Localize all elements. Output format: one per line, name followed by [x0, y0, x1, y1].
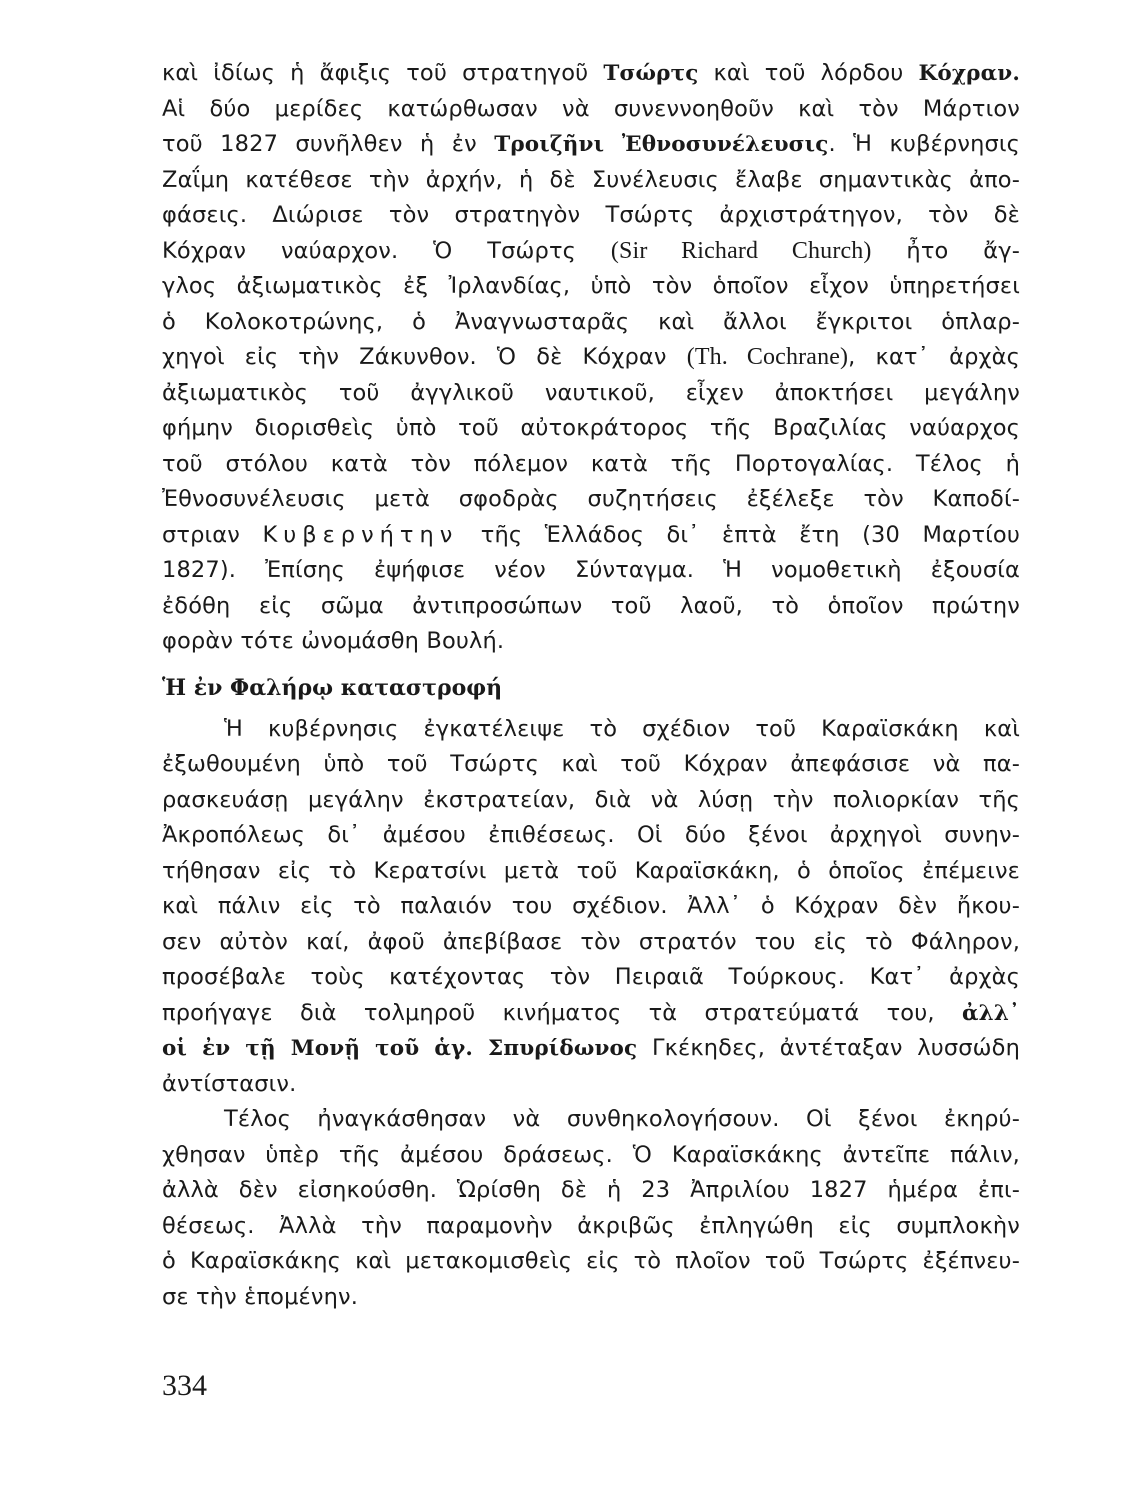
latin-name-cochrane: (Th. Cochrane) [686, 344, 849, 370]
paragraph-3 [162, 1102, 1020, 1315]
text-line: ὁ Καραϊσκάκης καὶ μετακομισθεὶς εἰς τὸ πλοῖον τοῦ Τσώρτς ἐξέπνευ- [162, 1248, 1020, 1274]
text-line: τοῦ 1827 συνῆλθεν ἡ ἐν Τροιζῆνι Ἐθνοσυνέλευσις. Ἡ κυβέρνησις [162, 131, 1021, 157]
text-line: ἀντίστασιν. [162, 1070, 297, 1097]
text-line: χηγοὶ εἰς τὴν Ζάκυνθον. Ὁ δὲ Κόχραν (Th. Cochrane), κατ᾽ ἀρχὰς [162, 344, 1020, 370]
text-line: ρασκευάσῃ μεγάλην ἐκστρατείαν, διὰ νὰ λύσῃ τὴν πολιορκίαν τῆς [162, 786, 1020, 813]
section-heading: Ἡ ἐν Φαλήρῳ καταστροφή [162, 674, 503, 701]
text-line: ἀξιωματικὸς τοῦ ἀγγλικοῦ ναυτικοῦ, εἶχεν ἀποκτήσει μεγάλην [162, 379, 1020, 406]
page-body [162, 56, 1020, 1315]
text-line: Κόχραν ναύαρχον. Ὁ Τσώρτς (Sir Richard Church) ἦτο ἄγ- [162, 237, 1020, 264]
text-line: προσέβαλε τοὺς κατέχοντας τὸν Πειραιᾶ Τούρκους. Κατ᾽ ἀρχὰς [162, 964, 1020, 990]
text-line: οἱ ἐν τῇ Μονῇ τοῦ ἁγ. Σπυρίδωνος Γκέκηδες, ἀντέταξαν λυσσώδη [162, 1035, 1020, 1061]
text-line: Ἐθνοσυνέλευσις μετὰ σφοδρὰς συζητήσεις ἐξέλεξε τὸν Καποδί- [162, 486, 1020, 512]
text-line: σεν αὐτὸν καί, ἀφοῦ ἀπεβίβασε τὸν στρατόν του εἰς τὸ Φάληρον, [162, 928, 1020, 955]
text-line: Ἀκροπόλεως δι᾽ ἀμέσου ἐπιθέσεως. Οἱ δύο ξένοι ἀρχηγοὶ συνην- [162, 822, 1020, 848]
text-line: καὶ ἰδίως ἡ ἄφιξις τοῦ στρατηγοῦ Τσώρτς καὶ τοῦ λόρδου Κόχραν. [162, 60, 1020, 86]
text-line: ἐξωθουμένη ὑπὸ τοῦ Τσώρτς καὶ τοῦ Κόχραν ἀπεφάσισε νὰ πα- [162, 751, 1020, 777]
text-line: τήθησαν εἰς τὸ Κερατσίνι μετὰ τοῦ Καραϊσκάκη, ὁ ὁποῖος ἐπέμεινε [162, 857, 1020, 884]
paragraph-2 [162, 712, 1020, 1103]
text-line: στριαν Κυβερνήτην τῆς Ἑλλάδος δι᾽ ἑπτὰ ἔτη (30 Μαρτίου [162, 521, 1020, 548]
text-line: φορὰν τότε ὠνομάσθη Βουλή. [162, 628, 505, 654]
text-line: φάσεις. Διώρισε τὸν στρατηγὸν Τσώρτς ἀρχιστράτηγον, τὸν δὲ [162, 202, 1020, 228]
text-line: Αἱ δύο μερίδες κατώρθωσαν νὰ συνεννοηθοῦν καὶ τὸν Μάρτιον [162, 95, 1020, 122]
text-line: χθησαν ὑπὲρ τῆς ἀμέσου δράσεως. Ὁ Καραϊσκάκης ἀντεῖπε πάλιν, [162, 1141, 1020, 1168]
bold-troizen-assembly: Τροιζῆνι Ἐθνοσυνέλευσις [494, 132, 829, 157]
page-number: 334 [162, 1369, 207, 1402]
text-line: καὶ πάλιν εἰς τὸ παλαιόν του σχέδιον. Ἀλλ᾽ ὁ Κόχραν δὲν ἤκου- [162, 893, 1020, 919]
text-line: τοῦ στόλου κατὰ τὸν πόλεμον κατὰ τῆς Πορτογαλίας. Τέλος ἡ [162, 450, 1020, 477]
bold-word-but: ἀλλ᾽ [961, 1000, 1020, 1026]
text-line: φήμην διορισθεὶς ὑπὸ τοῦ αὐτοκράτορος τῆς Βραζιλίας ναύαρχος [162, 415, 1020, 441]
bold-monastery-phrase: οἱ ἐν τῇ Μονῇ τοῦ ἁγ. Σπυρίδωνος [162, 1036, 638, 1061]
text-line: ὁ Κολοκοτρώνης, ὁ Ἀναγνωσταρᾶς καὶ ἄλλοι ἔγκριτοι ὁπλαρ- [162, 308, 1020, 335]
text-line: Ἡ κυβέρνησις ἐγκατέλειψε τὸ σχέδιον τοῦ Καραϊσκάκη καὶ [224, 715, 1020, 742]
spaced-word-governor: Κυβερνήτην [262, 521, 459, 548]
text-line: 1827). Ἐπίσης ἐψήφισε νέον Σύνταγμα. Ἡ νομοθετικὴ ἐξουσία [162, 557, 1020, 583]
paragraph-1 [162, 56, 1020, 660]
latin-name-church: (Sir Richard Church) [610, 237, 872, 264]
bold-name-tsorts: Τσώρτς [603, 61, 699, 86]
text-line: Ζαΐμη κατέθεσε τὴν ἀρχήν, ἡ δὲ Συνέλευσις ἔλαβε σημαντικὰς ἀπο- [162, 166, 1020, 193]
text-line: σε τὴν ἑπομένην. [162, 1283, 359, 1310]
text-line: γλος ἀξιωματικὸς ἐξ Ἰρλανδίας, ὑπὸ τὸν ὁποῖον εἶχον ὑπηρετήσει [162, 273, 1020, 299]
text-line: ἐδόθη εἰς σῶμα ἀντιπροσώπων τοῦ λαοῦ, τὸ ὁποῖον πρώτην [162, 592, 1020, 619]
text-line: ἀλλὰ δὲν εἰσηκούσθη. Ὡρίσθη δὲ ἡ 23 Ἀπριλίου 1827 ἡμέρα ἐπι- [162, 1177, 1020, 1203]
text-line: Τέλος ἠναγκάσθησαν νὰ συνθηκολογήσουν. Οἱ ξένοι ἐκηρύ- [224, 1106, 1020, 1132]
bold-name-kochran: Κόχραν. [918, 61, 1020, 86]
text-line: προήγαγε διὰ τολμηροῦ κινήματος τὰ στρατεύματά του, ἀλλ᾽ [162, 999, 1020, 1026]
text-line: θέσεως. Ἀλλὰ τὴν παραμονὴν ἀκριβῶς ἐπληγώθη εἰς συμπλοκὴν [162, 1212, 1020, 1239]
